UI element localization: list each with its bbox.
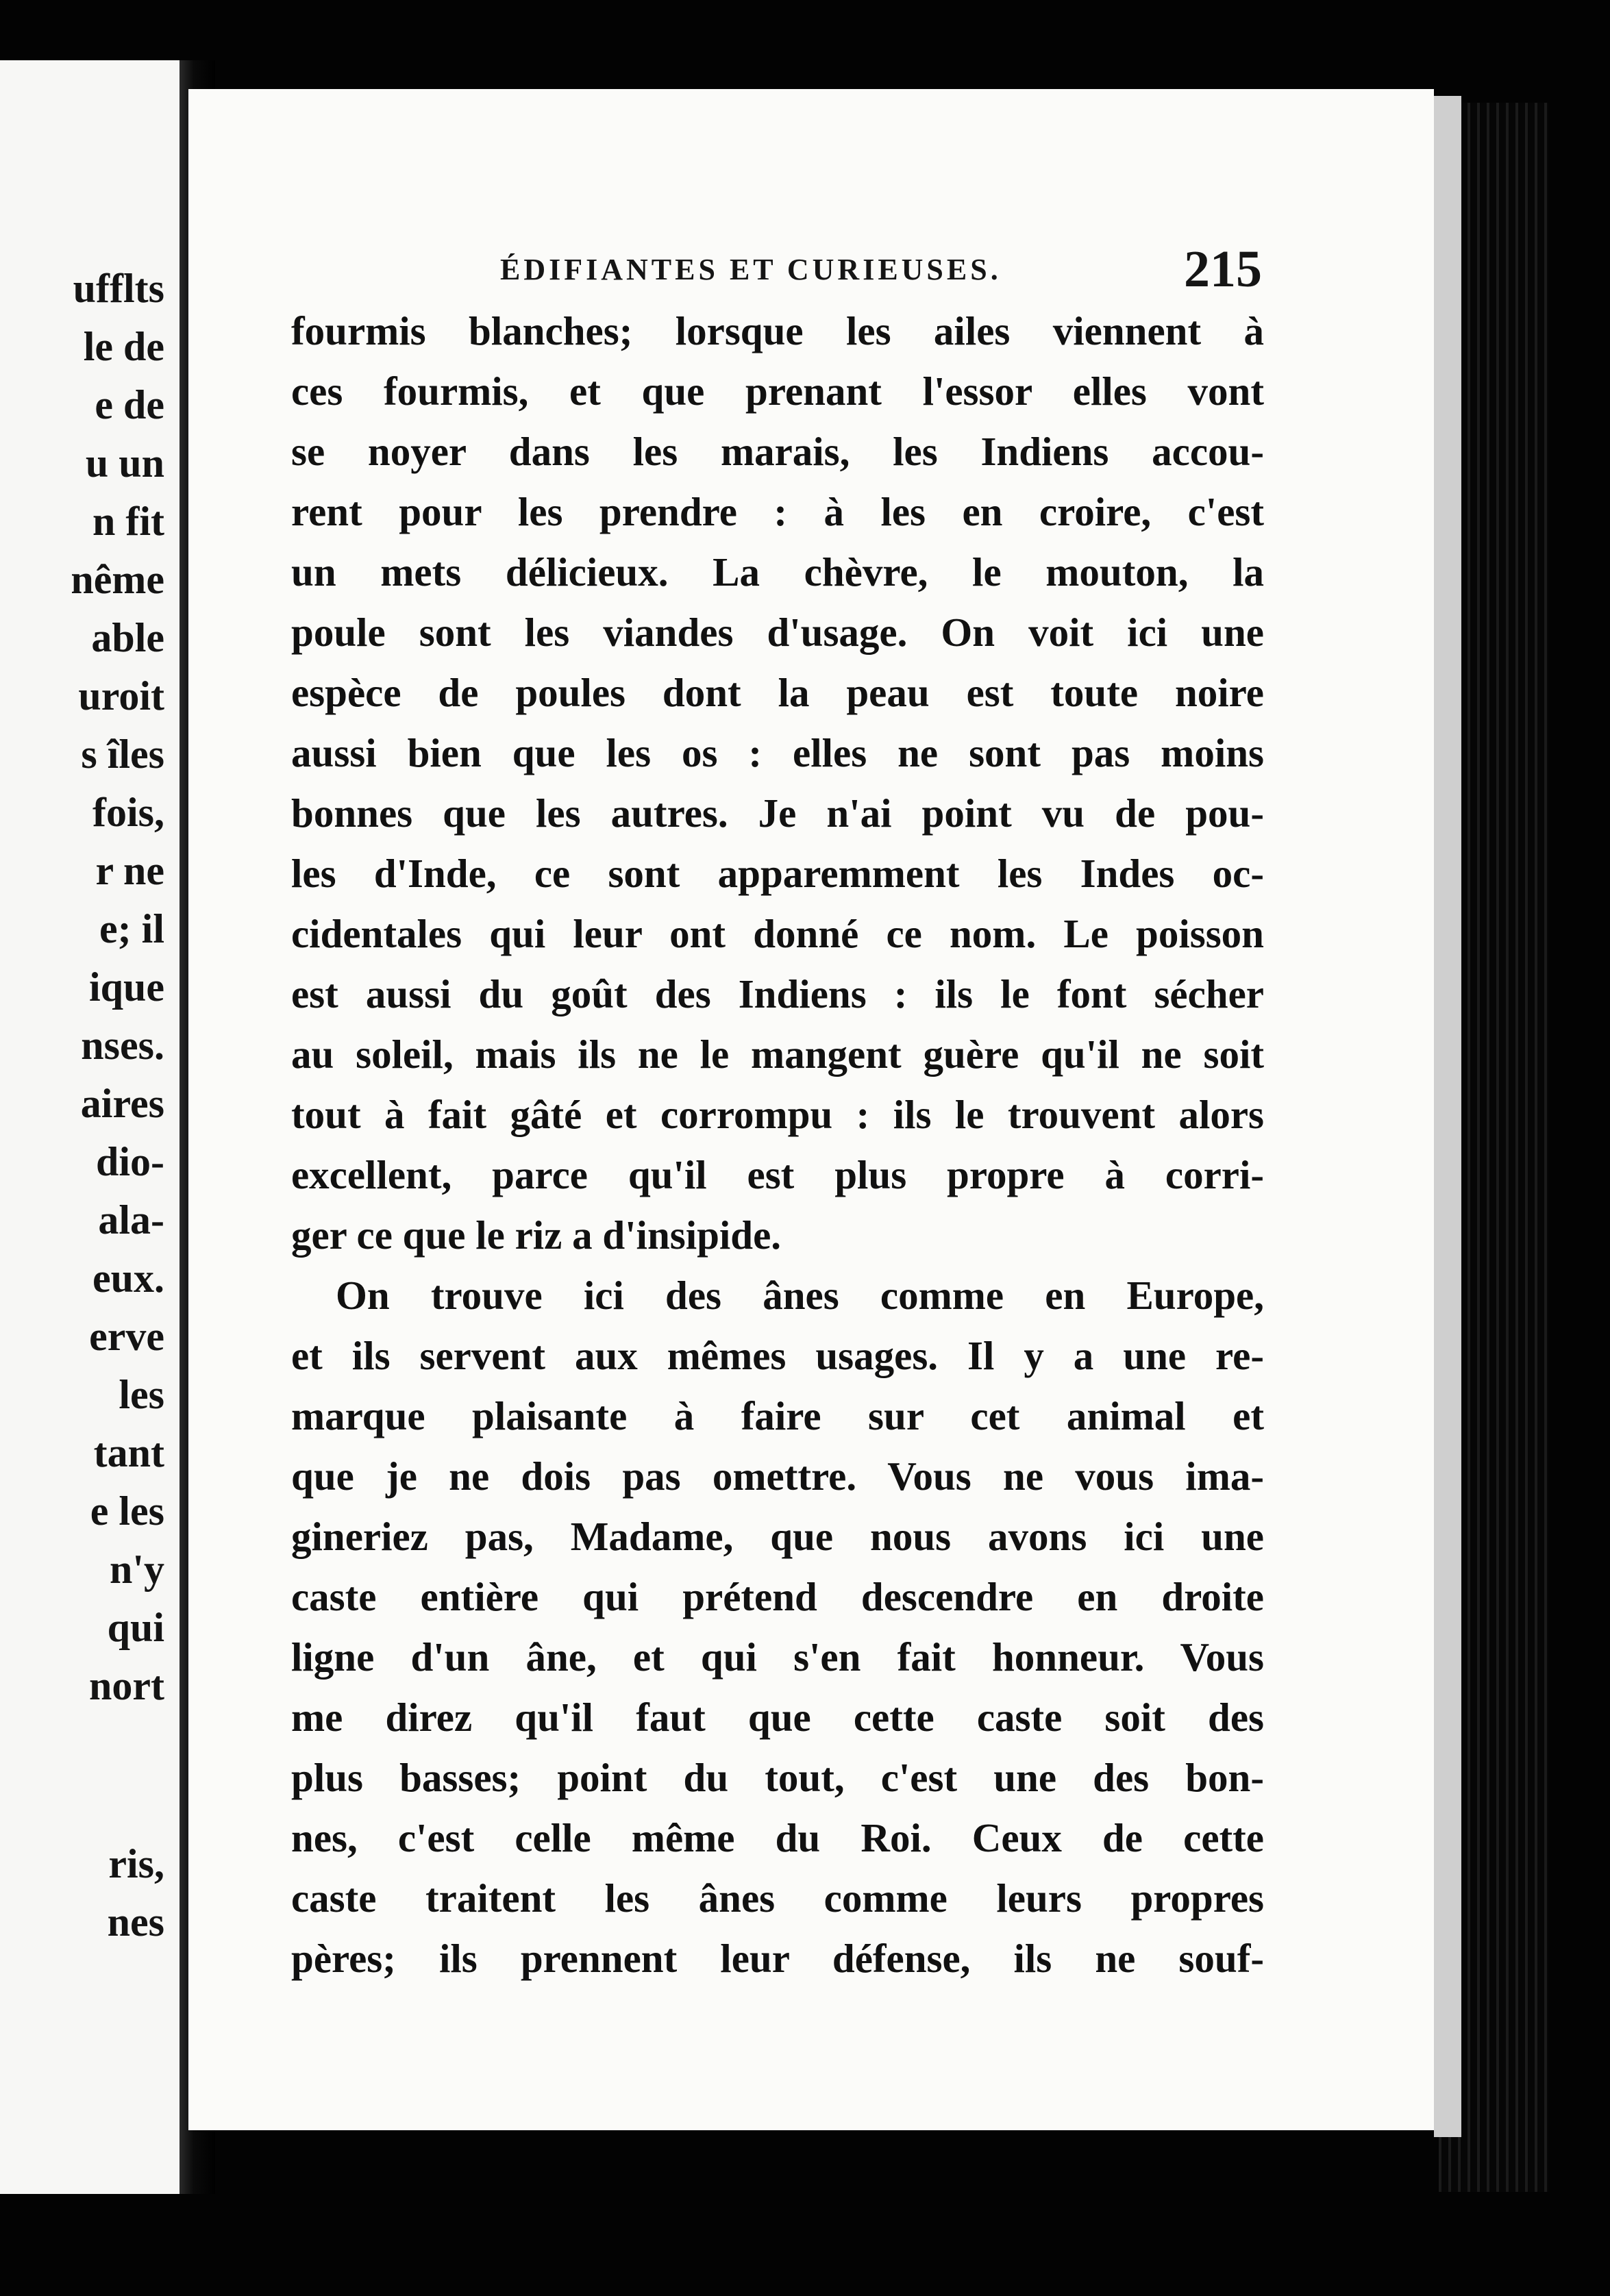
left-page-line: u un xyxy=(85,440,164,486)
left-page-line: s îles xyxy=(81,732,164,777)
text-line: les d'Inde, ce sont apparemment les Indes oc- xyxy=(291,851,1264,896)
left-page-line: erve xyxy=(89,1314,164,1359)
left-page-line: les xyxy=(119,1372,164,1417)
text-line: est aussi du goût des Indiens : ils le font sécher xyxy=(291,971,1264,1016)
text-line: On trouve ici des ânes comme en Europe, xyxy=(336,1273,1264,1318)
text-line: que je ne dois pas omettre. Vous ne vous ima- xyxy=(291,1453,1264,1499)
running-head: ÉDIFIANTES ET CURIEUSES. xyxy=(500,253,1002,286)
left-page-line: n'y xyxy=(109,1547,164,1592)
text-line: fourmis blanches; lorsque les ailes viennent à xyxy=(291,308,1264,353)
text-line: pères; ils prennent leur défense, ils ne souf- xyxy=(291,1936,1264,1981)
text-line: caste entière qui prétend descendre en droite xyxy=(291,1574,1264,1619)
left-page-line: aires xyxy=(80,1081,164,1126)
text-line: caste traitent les ânes comme leurs propres xyxy=(291,1875,1264,1921)
left-page-line xyxy=(0,1714,179,1773)
left-page-line: able xyxy=(91,615,164,660)
text-line: poule sont les viandes d'usage. On voit ici une xyxy=(291,610,1264,655)
left-page-line: n fit xyxy=(92,499,164,544)
left-page-line: tant xyxy=(93,1430,164,1475)
left-page-line: le de xyxy=(83,324,164,369)
text-line: aussi bien que les os : elles ne sont pas moins xyxy=(291,730,1264,775)
left-page-line: e de xyxy=(95,382,164,427)
text-line: marque plaisante à faire sur cet animal et xyxy=(291,1393,1264,1438)
left-page-line: e les xyxy=(90,1488,164,1534)
text-line: ger ce que le riz a d'insipide. xyxy=(291,1212,782,1258)
text-line: et ils servent aux mêmes usages. Il y a une re- xyxy=(291,1333,1264,1378)
text-line: gineriez pas, Madame, que nous avons ici une xyxy=(291,1514,1264,1559)
left-page-line: qui xyxy=(107,1605,164,1650)
text-line: cidentales qui leur ont donné ce nom. Le poisson xyxy=(291,911,1264,956)
text-line: espèce de poules dont la peau est toute noire xyxy=(291,670,1264,715)
left-page-line: ala- xyxy=(98,1197,164,1243)
left-page-line: ique xyxy=(88,964,164,1010)
left-page-line: r ne xyxy=(95,848,164,893)
text-line: me direz qu'il faut que cette caste soit des xyxy=(291,1695,1264,1740)
page-number: 215 xyxy=(1184,240,1262,298)
left-page-line: uroit xyxy=(78,673,164,719)
text-line: au soleil, mais ils ne le mangent guère qu'il ne soit xyxy=(291,1032,1264,1077)
text-line: nes, c'est celle même du Roi. Ceux de cette xyxy=(291,1815,1264,1860)
left-page-line: ris, xyxy=(108,1841,164,1886)
left-page-line: fois, xyxy=(92,790,164,835)
page-shadow xyxy=(1434,96,1461,2137)
left-page-line: nême xyxy=(71,557,164,602)
text-line: excellent, parce qu'il est plus propre à corri- xyxy=(291,1152,1264,1197)
left-page-line: eux. xyxy=(92,1256,164,1301)
text-line: un mets délicieux. La chèvre, le mouton, la xyxy=(291,549,1264,595)
left-page-line: nort xyxy=(89,1663,164,1708)
text-line: se noyer dans les marais, les Indiens accou- xyxy=(291,429,1264,474)
text-line: ces fourmis, et que prenant l'essor elles vont xyxy=(291,369,1264,414)
text-line: bonnes que les autres. Je n'ai point vu de pou- xyxy=(291,790,1264,836)
text-line: ligne d'un âne, et qui s'en fait honneur. Vous xyxy=(291,1634,1264,1680)
left-page-line: dio- xyxy=(95,1139,164,1184)
text-line: rent pour les prendre : à les en croire, c'est xyxy=(291,489,1264,534)
left-page-line: e; il xyxy=(99,906,164,951)
text-line: plus basses; point du tout, c'est une des bon- xyxy=(291,1755,1264,1800)
left-page-edge xyxy=(0,60,179,2194)
text-line: tout à fait gâté et corrompu : ils le trouvent alors xyxy=(291,1092,1264,1137)
left-page-line: nses. xyxy=(81,1023,164,1068)
left-page-line: nes xyxy=(107,1899,164,1945)
left-page-line: ufflts xyxy=(73,266,164,311)
